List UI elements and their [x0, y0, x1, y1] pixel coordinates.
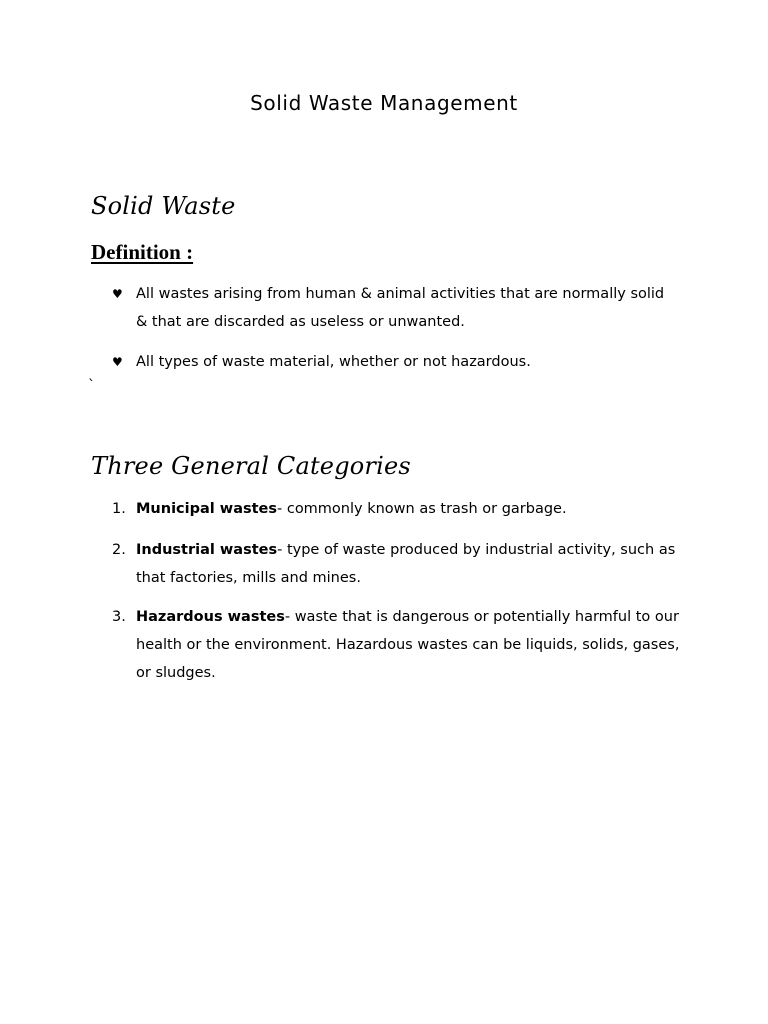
- solid-waste-heading: Solid Waste: [91, 192, 236, 220]
- stray-mark: `: [88, 378, 95, 394]
- definition-heading: Definition :: [91, 240, 194, 264]
- category-text: [136, 536, 682, 592]
- list-number: 2.: [112, 542, 126, 558]
- heart-bullet-icon: ♥: [112, 287, 123, 301]
- document-title: Solid Waste Management: [250, 91, 518, 115]
- definition-bullet-1: [112, 280, 672, 336]
- category-description: - type of waste produced by industrial activity, such as that factories, mills and mines.: [136, 542, 676, 586]
- list-number: 3.: [112, 609, 126, 625]
- heart-bullet-icon: ♥: [112, 355, 123, 369]
- category-item-municipal: [112, 495, 682, 523]
- category-description: - commonly known as trash or garbage.: [277, 501, 567, 517]
- category-term: Industrial wastes: [136, 542, 278, 558]
- category-text: [136, 495, 682, 523]
- categories-heading: Three General Categories: [91, 452, 411, 480]
- category-item-industrial: [112, 536, 682, 592]
- list-number: 1.: [112, 501, 126, 517]
- category-item-hazardous: [112, 603, 682, 687]
- bullet-text: All wastes arising from human & animal activities that are normally solid & that are discarded as useless or unwanted.: [136, 286, 665, 330]
- bullet-text: All types of waste material, whether or not hazardous.: [136, 354, 531, 370]
- category-description: - waste that is dangerous or potentially harmful to our health or the environment. Hazardous wastes can be liquids, solids, gases, or sludges.: [136, 609, 680, 681]
- category-text: [136, 603, 682, 687]
- category-term: Hazardous wastes: [136, 609, 285, 625]
- category-term: Municipal wastes: [136, 501, 277, 517]
- definition-bullet-2: [112, 348, 672, 376]
